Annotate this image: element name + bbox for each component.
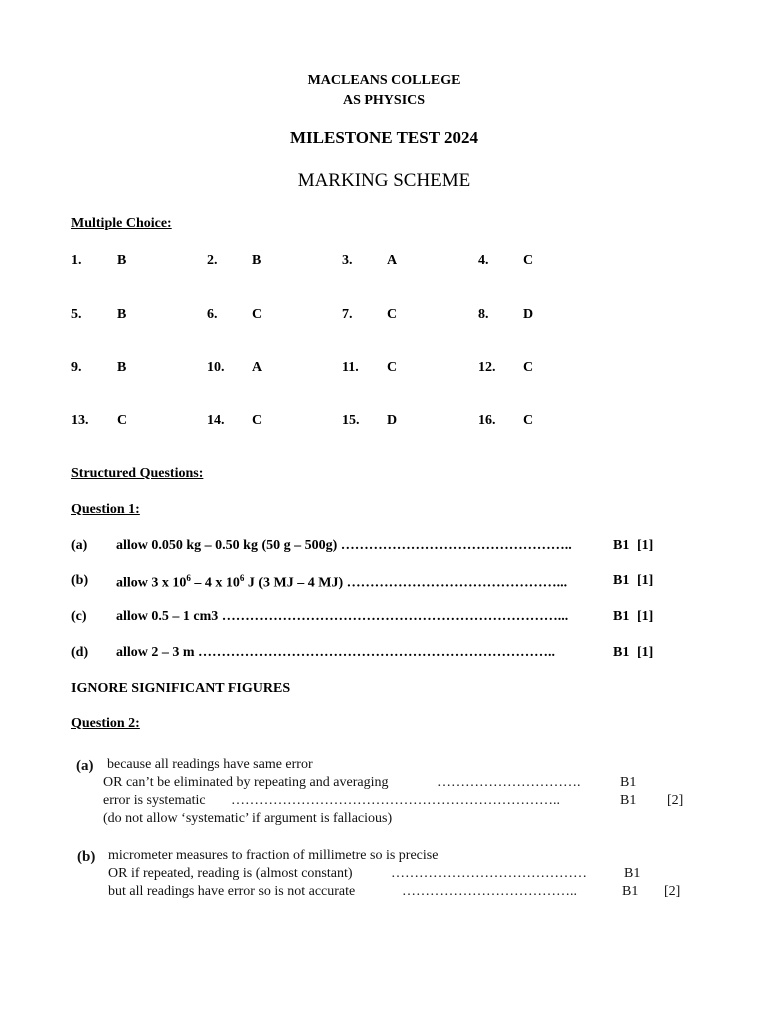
mc-question-number: 1. [71, 253, 82, 268]
q2-part-a-line3-dots: …………………………………………………………….. [231, 793, 560, 808]
q2-part-a-line2-mark: B1 [620, 775, 637, 790]
mc-question-number: 7. [342, 307, 353, 322]
q1-part-a-label: (a) [71, 538, 88, 553]
q1-part-b-label: (b) [71, 573, 89, 588]
mc-question-number: 11. [342, 360, 359, 375]
question-1-heading: Question 1: [71, 502, 140, 517]
mc-answer: C [523, 253, 534, 268]
q2-part-b-label: (b) [77, 849, 96, 865]
mc-answer: C [523, 413, 534, 428]
q1-part-a-total: [1] [637, 538, 654, 553]
mc-question-number: 16. [478, 413, 496, 428]
question-2-heading: Question 2: [71, 716, 140, 731]
mc-question-number: 4. [478, 253, 489, 268]
mc-answer: C [523, 360, 534, 375]
q1-part-d-mark: B1 [613, 645, 630, 660]
mc-answer: C [387, 307, 398, 322]
q2-part-a-line2-dots: …………………………. [437, 775, 581, 790]
mc-question-number: 6. [207, 307, 218, 322]
q1-part-c-mark: B1 [613, 609, 630, 624]
q2-part-b-line3-mark: B1 [622, 884, 639, 899]
q2-part-a-line2: OR can’t be eliminated by repeating and averaging [103, 775, 389, 790]
mc-question-number: 13. [71, 413, 89, 428]
q2-part-b-line3: but all readings have error so is not accurate [108, 884, 356, 899]
mc-question-number: 8. [478, 307, 489, 322]
mc-answer: B [117, 307, 127, 322]
q1-part-b-mark: B1 [613, 573, 630, 588]
mc-answer: D [387, 413, 398, 428]
mc-question-number: 9. [71, 360, 82, 375]
q2-part-b-line3-dots: ……………………………….. [402, 884, 577, 899]
mc-answer: A [387, 253, 398, 268]
subject-name: AS PHYSICS [342, 93, 426, 108]
q2-part-b-line2-mark: B1 [624, 866, 641, 881]
school-name: MACLEANS COLLEGE [307, 73, 461, 88]
q1-part-d-total: [1] [637, 645, 654, 660]
mc-answer: B [117, 253, 127, 268]
mc-answer: B [252, 253, 262, 268]
test-title: MILESTONE TEST 2024 [289, 128, 479, 147]
mc-question-number: 15. [342, 413, 360, 428]
structured-questions-heading: Structured Questions: [71, 466, 204, 481]
q1-part-d-label: (d) [71, 645, 89, 660]
mc-answer: B [117, 360, 127, 375]
q2-part-a-line3-mark: B1 [620, 793, 637, 808]
q1-part-b-total: [1] [637, 573, 654, 588]
mc-answer: D [523, 307, 534, 322]
q1-part-c-total: [1] [637, 609, 654, 624]
mc-answer: C [252, 413, 263, 428]
q1-part-c-label: (c) [71, 609, 87, 624]
mc-answer: A [252, 360, 263, 375]
q2-part-b-total: [2] [664, 884, 681, 899]
q1-part-d-answer: allow 2 – 3 m ………………………………………………………………….. [116, 645, 556, 660]
mc-answer: C [117, 413, 128, 428]
q1-part-a-mark: B1 [613, 538, 630, 553]
q2-part-b-line2: OR if repeated, reading is (almost constant) [108, 866, 353, 881]
multiple-choice-heading: Multiple Choice: [71, 216, 172, 231]
significant-figures-note: IGNORE SIGNIFICANT FIGURES [71, 681, 291, 696]
q2-part-a-line4: (do not allow ‘systematic’ if argument is fallacious) [103, 811, 393, 826]
mc-question-number: 10. [207, 360, 225, 375]
q2-part-b-line2-dots: …………………………………… [391, 866, 587, 881]
mc-question-number: 12. [478, 360, 496, 375]
mc-question-number: 3. [342, 253, 353, 268]
mc-answer: C [387, 360, 398, 375]
mc-question-number: 2. [207, 253, 218, 268]
q2-part-a-line1: because all readings have same error [107, 757, 313, 772]
q1-part-b-answer: allow 3 x $10^6 - 4$ x $10^6$ J (3 MJ – 4 MJ) ………………………………………... [116, 573, 568, 591]
q1-part-a-answer: allow 0.050 kg – 0.50 kg (50 g – 500g) ………………………………………….. [116, 538, 572, 553]
mc-answer: C [252, 307, 263, 322]
mc-question-number: 5. [71, 307, 82, 322]
q2-part-a-line3: error is systematic [103, 793, 206, 808]
q2-part-b-line1: micrometer measures to fraction of millimetre so is precise [108, 848, 439, 863]
q2-part-a-total: [2] [667, 793, 684, 808]
q2-part-a-label: (a) [76, 758, 94, 774]
page-title: MARKING SCHEME [297, 170, 471, 191]
mc-question-number: 14. [207, 413, 225, 428]
q1-part-c-answer: allow 0.5 – 1 cm3 ………………………………………………………………... [116, 609, 569, 624]
